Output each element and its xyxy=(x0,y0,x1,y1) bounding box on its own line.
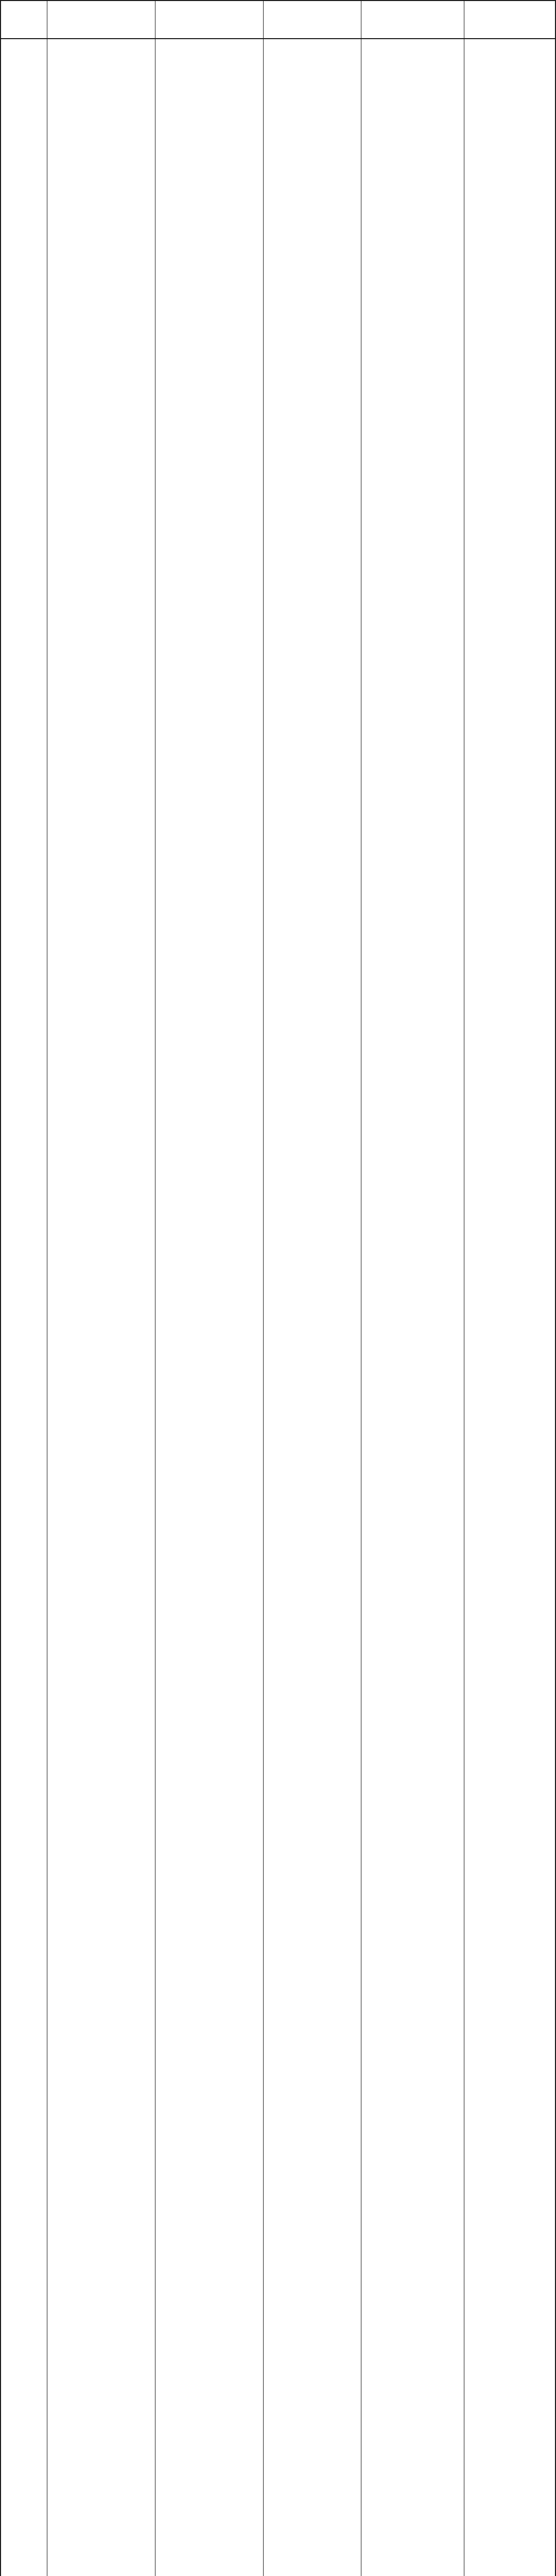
table-column xyxy=(464,39,555,2576)
header-cell xyxy=(264,1,361,38)
header-cell xyxy=(464,1,555,38)
table-column xyxy=(155,39,264,2576)
header-cell xyxy=(361,1,464,38)
table-header xyxy=(1,1,555,39)
header-cell xyxy=(47,1,155,38)
header-cell xyxy=(1,1,47,38)
header-cell xyxy=(155,1,264,38)
table-body xyxy=(1,39,555,2576)
table-column xyxy=(361,39,464,2576)
table-column xyxy=(47,39,155,2576)
table-column xyxy=(1,39,47,2576)
table-column xyxy=(264,39,361,2576)
